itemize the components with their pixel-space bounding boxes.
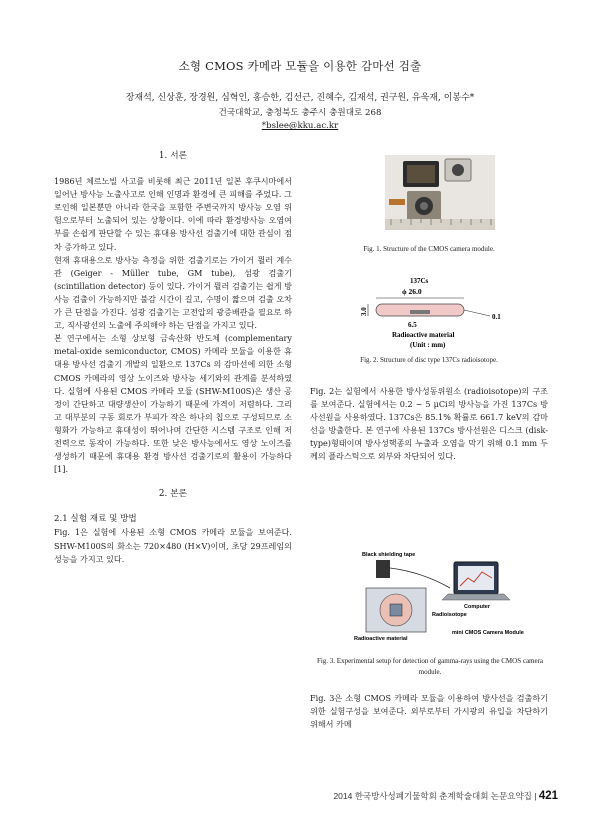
paragraph-radioisotope: Fig. 2는 실험에서 사용한 방사성동위원소 (radioisotope)의 구조를 보여준다. 실험에서는 0.2 ~ 5 μCi의 방사능을 가진 137Cs 방사선원을 사용하였다. 137Cs은 85.1% 확률로 661.7 keV의 감마선을 방출한다. 본 연구에 사용된 137Cs 방사선원은 디스크 (disk-type)형태이며 방사성핵종의 누출과 오염을 막기 위해 0.1 mm 두께의 플라스틱으로 외부와 차단되어 있다. [310,386,548,462]
figure-1-camera-photo [385,155,495,230]
fig3-tape-label: Black shielding tape [362,552,416,558]
footer-text: 2014 한국방사성폐기물학회 춘계학술대회 논문요약집 | [333,791,537,801]
fig2-source-label: 137Cs [410,277,429,285]
paper-affiliation: 건국대학교, 충청북도 충주시 충원대로 268 [218,108,382,118]
fig2-thickness-label: 3.0 [360,307,368,316]
fig3-computer-label: Computer [464,604,490,610]
paragraph-intro-2: 현재 휴대용으로 방사능 측정을 위한 검출기로는 가이거 뮐러 계수관 (Geiger - Müller tube, GM tube), 섬광 검출기 (scintillation detector) 등이 있다. 가이거 뮐러 검출기는 쉽게 방사능 검출이 가능하지만 불감 시간이 길고, 수명이 짧으며 검출 오차가 큰 단점을 가진다. 섬광 검출기는 고전압의 광증배관을 필요로 하고, 직사광선의 노출에 주의해야 하는 단점을 가지고 있다. [54,254,292,331]
figure-3-caption: Fig. 3. Experimental setup for detection of gamma-rays using the CMOS camera module. [316,657,544,676]
right-column-text-2 [310,692,548,731]
left-column [54,150,292,566]
paper-authors: 장재석, 신상훈, 장경원, 심혁인, 홍승한, 김선근, 진혜수, 김재석, 권구원, 유욱재, 이봉수* [125,93,475,103]
page-number: 421 [538,790,558,802]
figure-2-caption: Fig. 2. Structure of disc type 137Cs radioisotope. [360,356,498,364]
paper-email [0,121,600,131]
paragraph-setup: Fig. 3은 소형 CMOS 카메라 모듈을 이용하여 방사선을 검출하기 위한 실험구성을 보여준다. 외부로부터 가시광의 유입을 차단하기 위해서 카메 [310,693,548,730]
section-heading-body: 2. 본론 [158,489,188,500]
paper-title: 소형 CMOS 카메라 모듈을 이용한 감마선 검출 [178,59,422,73]
figure-2-disc-diagram [340,274,540,350]
fig2-diameter-label: ϕ 26.0 [402,287,422,296]
paragraph-intro-3: 본 연구에서는 소형 상보형 금속산화 반도체 (complementary metal-oxide semiconductor, CMOS) 카메라 모듈을 이용한 휴대용 방사선 검출기 개발의 일환으로 137Cs 의 감마선에 의한 소형 CMOS 카메라의 영상 노이즈와 방사능 세기와의 관계를 분석하였다. 실험에 사용된 CMOS 카메라 모듈 (SHW-M100S)은 생산 공정이 간단하고 대량생산이 가능하기 때문에 가격이 저렴하다. 그리고 대부분의 구동 회로가 부피가 작은 하나의 칩으로 구성되므로 소형화가 가능하고 휴대성이 뛰어나며 간단한 시스템 구조로 인해 저 전력으로 동작이 가능하다. 또한 낮은 방사능에서도 영상 노이즈를 생성하기 때문에 휴대용 환경 방사선 검출기로의 활용이 가능하다[1]. [54,333,292,475]
fig3-radioisotope-label: Radioisotope [432,612,467,618]
fig3-material-label: Radioactive material [354,636,408,642]
paragraph-methods-1: Fig. 1은 실험에 사용된 소형 CMOS 카메라 모듈을 보여준다. SHW-M100S의 화소는 720×480 (H×V)이며, 초당 29프레임의 성능을 가지고 있다. [54,527,292,564]
fig2-side-label: 0.1 [492,313,501,321]
fig2-material-label: Radioactive material [392,331,455,339]
fig3-module-label: mini CMOS Camera Module [452,630,524,636]
fig2-inner-label: 6.5 [408,321,417,329]
fig2-unit-label: (Unit : mm) [410,341,446,349]
email-link[interactable]: *bslee@kku.ac.kr [261,121,339,131]
section-heading-intro: 1. 서론 [158,151,188,161]
page-footer [333,790,558,802]
right-column-text-1 [310,385,548,464]
subsection-heading: 2.1 실험 재료 및 방법 [54,514,137,525]
figure-3-setup-diagram [352,548,542,648]
paragraph-intro-1: 1986년 체르노빌 사고를 비롯해 최근 2011년 일본 후쿠시마에서 일어난 방사능 노출사고로 인해 인명과 환경에 큰 피해를 주었다. 그로인해 일본뿐만 아니라 한국을 포함한 주변국까지 방사능 오염 위험으로부터 노출되어 있는 상황이다. 이에 따라 환경방사능 오염여부를 손쉽게 판단할 수 있는 휴대용 방사선 검출기에 대한 관심이 점차 증가하고 있다. [54,176,292,252]
figure-1-caption: Fig. 1. Structure of the CMOS camera module. [363,245,495,253]
